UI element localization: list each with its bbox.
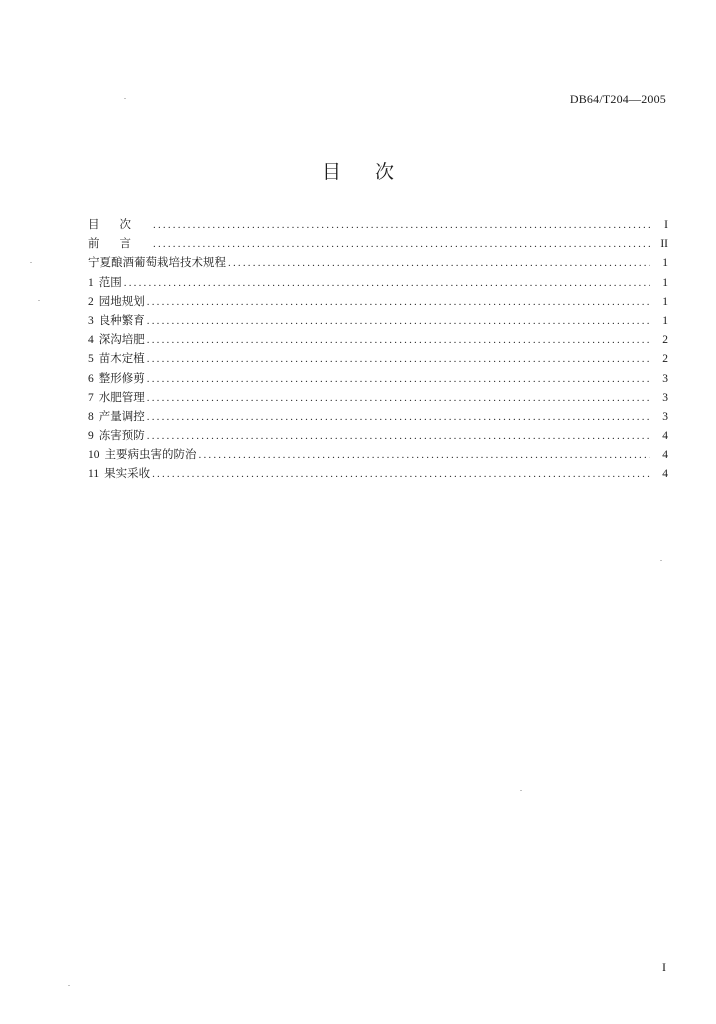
toc-entry[interactable]	[88, 234, 668, 253]
toc-entry[interactable]	[88, 330, 668, 349]
toc-entry-text: 目次	[88, 217, 151, 231]
toc-entry-number: 3	[88, 314, 94, 327]
toc-entry-label	[88, 215, 153, 234]
toc-entry-label	[88, 253, 228, 272]
title-char-right: 次	[375, 161, 395, 183]
toc-entry-label	[88, 234, 153, 253]
toc-entry[interactable]	[88, 407, 668, 426]
toc-entry-page: 1	[662, 314, 668, 327]
toc-entry-page: 4	[662, 449, 668, 462]
toc-entry[interactable]	[88, 215, 668, 234]
toc-entry[interactable]	[88, 273, 668, 292]
toc-entry-label	[88, 273, 124, 293]
toc-leader-dots	[147, 312, 650, 331]
toc-entry-text: 深沟培肥	[98, 332, 145, 347]
toc-entry-label	[88, 388, 147, 408]
toc-entry-text: 水肥管理	[98, 389, 145, 404]
toc-leader-dots	[228, 254, 650, 273]
page-number: I	[662, 960, 666, 974]
scan-speck	[124, 98, 126, 99]
toc-leader-dots	[124, 274, 650, 293]
toc-leader-dots	[152, 465, 650, 484]
toc-leader-dots	[153, 235, 650, 254]
toc-entry-label	[88, 292, 147, 312]
toc-entry-text: 产量调控	[98, 408, 145, 423]
toc-entry-page: 2	[662, 334, 668, 347]
toc-leader-dots	[147, 370, 650, 389]
toc-entry-label	[88, 464, 152, 484]
toc-entry-number: 4	[88, 334, 94, 347]
title-char-left: 目	[321, 161, 341, 183]
toc-entry-text: 冻害预防	[98, 428, 145, 443]
toc-entry-text: 果实采收	[104, 466, 151, 481]
toc-entry-number: 8	[88, 410, 94, 423]
toc-leader-dots	[147, 350, 650, 369]
scan-speck	[660, 560, 662, 561]
toc-entry-number: 5	[88, 353, 94, 366]
toc-entry-page: I	[664, 219, 668, 231]
toc-entry[interactable]	[88, 369, 668, 388]
scan-speck	[38, 300, 40, 301]
toc-entry-page: 1	[662, 257, 668, 270]
toc-entry-number: 6	[88, 372, 94, 385]
toc-entry[interactable]	[88, 311, 668, 330]
toc-entry-page: 1	[662, 295, 668, 308]
toc-entry-number: 11	[88, 468, 100, 481]
toc-entry-page: 4	[662, 468, 668, 481]
toc-entry[interactable]	[88, 426, 668, 445]
toc-entry[interactable]	[88, 388, 668, 407]
scan-speck	[520, 790, 522, 791]
toc-entry-text: 主要病虫害的防治	[104, 447, 197, 462]
toc-entry-number: 1	[88, 276, 94, 289]
toc-entry-label	[88, 330, 147, 350]
toc-entry-number: 7	[88, 391, 94, 404]
toc-entry-page: 3	[662, 391, 668, 404]
toc-entry-label	[88, 369, 147, 389]
toc-entry-text: 良种繁育	[98, 312, 145, 327]
toc-entry-page: 3	[662, 372, 668, 385]
toc-entry-page: 3	[662, 410, 668, 423]
toc-entry-label	[88, 445, 199, 465]
page-title	[0, 157, 716, 184]
toc-entry-label	[88, 311, 147, 331]
table-of-contents	[88, 215, 668, 484]
toc-entry[interactable]	[88, 253, 668, 272]
toc-entry-text: 苗木定植	[98, 351, 145, 366]
toc-leader-dots	[147, 408, 650, 427]
toc-entry-page: II	[660, 238, 668, 251]
toc-leader-dots	[147, 293, 650, 312]
toc-leader-dots	[147, 427, 650, 446]
toc-entry-number: 10	[88, 449, 100, 462]
toc-leader-dots	[147, 331, 650, 350]
toc-entry-label	[88, 349, 147, 369]
toc-entry-page: 1	[662, 276, 668, 289]
toc-entry-page: 2	[662, 353, 668, 366]
toc-leader-dots	[147, 389, 650, 408]
toc-entry-text: 前言	[88, 236, 151, 251]
scan-speck	[30, 262, 32, 263]
document-code: DB64/T204—2005	[569, 92, 666, 106]
toc-entry-text: 整形修剪	[98, 370, 145, 385]
toc-entry-number: 2	[88, 295, 94, 308]
toc-leader-dots	[199, 446, 651, 465]
toc-entry-page: 4	[662, 430, 668, 443]
scan-speck	[68, 985, 70, 986]
toc-entry[interactable]	[88, 349, 668, 368]
toc-entry-number: 9	[88, 430, 94, 443]
toc-entry-label	[88, 426, 147, 446]
toc-leader-dots	[153, 216, 650, 235]
toc-entry[interactable]	[88, 464, 668, 483]
toc-entry-label	[88, 407, 147, 427]
toc-entry-text: 范围	[98, 274, 122, 289]
toc-entry[interactable]	[88, 445, 668, 464]
toc-entry-text: 宁夏酿酒葡萄栽培技术规程	[88, 255, 226, 270]
toc-entry-text: 园地规划	[98, 293, 145, 308]
toc-entry[interactable]	[88, 292, 668, 311]
